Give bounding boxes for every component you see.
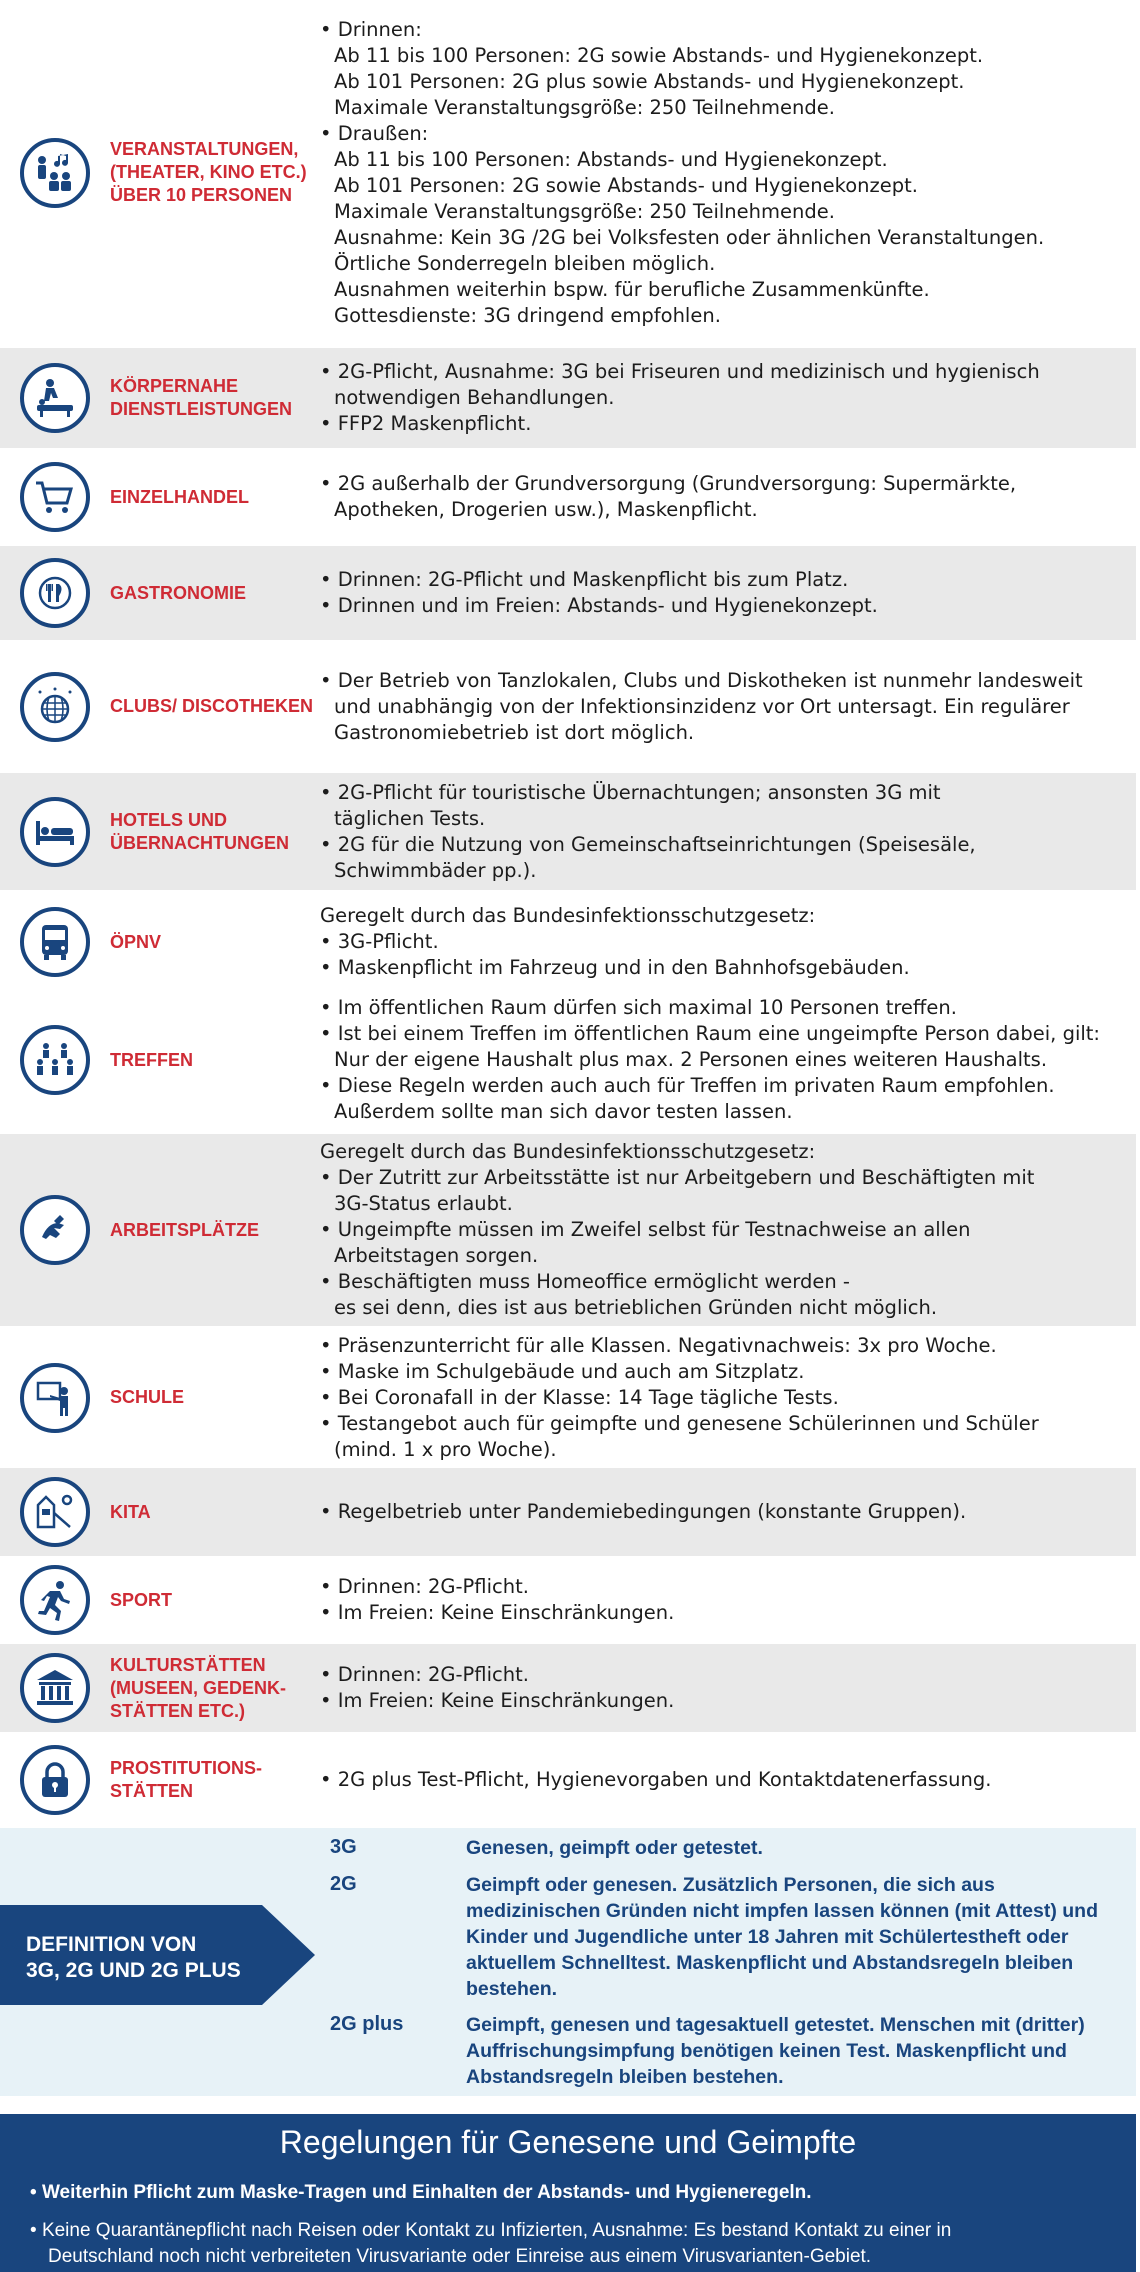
bullet-dot: • xyxy=(320,1166,338,1189)
row-content xyxy=(320,903,1136,981)
bullet-dot: • xyxy=(320,360,338,383)
rule-line xyxy=(320,251,1126,277)
rule-line-text: 2G außerhalb der Grundversorgung (Grundversorgung: Supermärkte, xyxy=(337,472,1017,495)
row-label: KITA xyxy=(110,1501,151,1522)
rule-line-text: Ab 11 bis 100 Personen: 2G sowie Abstands- und Hygienekonzept. xyxy=(334,43,984,67)
definition-label-line2: 3G, 2G UND 2G PLUS xyxy=(26,1959,241,1982)
rule-line-text: Maximale Veranstaltungsgröße: 250 Teilnehmende. xyxy=(334,95,835,119)
row-content xyxy=(320,17,1136,329)
bullet-dot: • xyxy=(320,930,338,953)
bullet-dot: • xyxy=(320,594,338,617)
rule-row-einzelhandel xyxy=(0,452,1136,542)
row-label: KULTURSTÄTTEN (MUSEEN, GEDENK-STÄTTEN ETC.) xyxy=(110,1654,287,1721)
row-content xyxy=(320,1139,1136,1321)
rule-line xyxy=(320,929,1126,955)
rule-line-text: Drinnen und im Freien: Abstands- und Hygienekonzept. xyxy=(337,594,878,617)
shopping-cart-icon xyxy=(20,462,90,532)
lock-icon xyxy=(20,1745,90,1815)
rule-row-treffen xyxy=(0,994,1136,1126)
definition-term-3g: 3G xyxy=(330,1836,357,1858)
rule-line-text: Örtliche Sonderregeln bleiben möglich. xyxy=(334,251,716,275)
rule-line xyxy=(320,1047,1126,1073)
row-content xyxy=(320,995,1136,1125)
rule-line xyxy=(320,43,1126,69)
rule-row-gastronomie xyxy=(0,546,1136,640)
rule-line-text: und unabhängig von der Infektionsinzidenz vor Ort untersagt. Ein regulärer xyxy=(334,694,1070,718)
rule-row-sport xyxy=(0,1560,1136,1640)
rule-row-hotels xyxy=(0,773,1136,890)
row-content xyxy=(320,1767,1136,1793)
rule-line xyxy=(320,1499,1126,1525)
rule-line-text: 2G plus Test-Pflicht, Hygienevorgaben und Kontaktdatenerfassung. xyxy=(337,1768,992,1791)
rule-line-text: Maximale Veranstaltungsgröße: 250 Teilnehmende. xyxy=(334,199,835,223)
rule-line xyxy=(320,1437,1126,1463)
banner-bullet-1: • Weiterhin Pflicht zum Maske-Tragen und Einhalten der Abstands- und Hygieneregeln. xyxy=(30,2182,812,2203)
banner-bullet-2: • Keine Quarantänepflicht nach Reisen oder Kontakt zu Infizierten, Ausnahme: Es bestand Kontakt zu einer in xyxy=(30,2220,952,2241)
bus-icon xyxy=(20,907,90,977)
rule-line xyxy=(320,147,1126,173)
bullet-dot: • xyxy=(320,1333,338,1357)
massage-icon xyxy=(20,363,90,433)
rule-line-text: Im Freien: Keine Einschränkungen. xyxy=(337,1601,675,1624)
bullet-dot: • xyxy=(320,472,338,495)
row-content xyxy=(320,1662,1136,1714)
rule-line-text: täglichen Tests. xyxy=(334,806,486,830)
rule-line-text: Drinnen: xyxy=(337,17,422,41)
rule-line xyxy=(320,69,1126,95)
workplace-hand-icon xyxy=(20,1195,90,1265)
rule-line xyxy=(320,694,1126,720)
rule-line xyxy=(320,497,1126,523)
row-content xyxy=(320,780,1136,884)
rule-row-koerpernahe-dienstleistungen xyxy=(0,348,1136,448)
rule-line-text: Maskenpflicht im Fahrzeug und in den Bahnhofsgebäuden. xyxy=(337,956,910,979)
rule-line xyxy=(320,1165,1126,1191)
rule-line-text: Drinnen: 2G-Pflicht und Maskenpflicht bis zum Platz. xyxy=(337,568,849,591)
row-label: HOTELS UND ÜBERNACHTUNGEN xyxy=(110,809,289,853)
definition-term-2g-plus: 2G plus xyxy=(330,2013,404,2035)
rule-line xyxy=(320,903,1126,929)
rule-line-text: Ungeimpfte müssen im Zweifel selbst für Testnachweise an allen xyxy=(337,1218,971,1241)
rule-line xyxy=(320,832,1126,858)
rule-line xyxy=(320,1139,1126,1165)
row-label: SCHULE xyxy=(110,1387,185,1407)
rule-line-text: Testangebot auch für geimpfte und genesene Schülerinnen und Schüler xyxy=(337,1411,1039,1435)
row-label: EINZELHANDEL xyxy=(110,486,249,507)
rule-line xyxy=(320,995,1126,1021)
bullet-dot: • xyxy=(320,121,338,145)
rule-line xyxy=(320,1295,1126,1321)
runner-icon xyxy=(20,1565,90,1635)
rule-line xyxy=(320,1767,1126,1793)
rule-line-text: Beschäftigten muss Homeoffice ermöglicht werden - xyxy=(337,1270,850,1293)
bullet-dot: • xyxy=(320,1411,338,1435)
rule-line xyxy=(320,199,1126,225)
rule-line-text: notwendigen Behandlungen. xyxy=(334,386,615,409)
museum-icon xyxy=(20,1653,90,1723)
bullet-dot: • xyxy=(320,668,338,692)
row-label: CLUBS/ DISCOTHEKEN xyxy=(110,696,314,716)
rule-line-text: Ausnahme: Kein 3G /2G bei Volksfesten oder ähnlichen Veranstaltungen. xyxy=(334,225,1045,249)
row-label: KÖRPERNAHE DIENSTLEISTUNGEN xyxy=(110,376,293,419)
rule-line-text: es sei denn, dies ist aus betrieblichen Gründen nicht möglich. xyxy=(334,1296,938,1319)
definition-desc-2g: Geimpft oder genesen. Zusätzlich Personen, die sich aus medizinischen Gründen nicht impfen lassen können (mit Attest) und Kinder und Jugendliche unter 18 Jahren mit Schülertestheft oder aktuellem Schnelltest. Maskenpflicht und Abstandsregeln bleiben bestehen. xyxy=(466,1874,1098,2000)
rule-line xyxy=(320,173,1126,199)
rule-line xyxy=(320,411,1126,437)
bullet-dot: • xyxy=(320,1074,338,1097)
rule-line-text: Außerdem sollte man sich davor testen lassen. xyxy=(334,1100,793,1123)
rule-line xyxy=(320,1217,1126,1243)
rule-line xyxy=(320,95,1126,121)
rule-line xyxy=(320,720,1126,746)
rule-line xyxy=(320,277,1126,303)
rule-line-text: Drinnen: 2G-Pflicht. xyxy=(337,1663,529,1686)
rule-line xyxy=(320,1243,1126,1269)
bullet-dot: • xyxy=(320,1768,338,1791)
rule-line-text: Nur der eigene Haushalt plus max. 2 Personen eines weiteren Haushalts. xyxy=(334,1048,1048,1071)
bullet-dot: • xyxy=(320,1663,338,1686)
bullet-dot: • xyxy=(320,832,338,856)
disco-ball-icon xyxy=(20,672,90,742)
rule-line-text: Drinnen: 2G-Pflicht. xyxy=(337,1575,529,1598)
rule-line-text: Im öffentlichen Raum dürfen sich maximal 10 Personen treffen. xyxy=(337,996,957,1019)
bullet-dot: • xyxy=(320,1601,338,1624)
rule-line-text: Präsenzunterricht für alle Klassen. Negativnachweis: 3x pro Woche. xyxy=(337,1333,997,1357)
bullet-dot: • xyxy=(320,1270,338,1293)
row-content xyxy=(320,567,1136,619)
bullet-dot: • xyxy=(320,956,338,979)
bullet-dot: • xyxy=(320,1385,338,1409)
row-label: PROSTITUTIONS-STÄTTEN xyxy=(110,1758,262,1801)
rule-row-clubs xyxy=(0,644,1136,769)
rule-row-oepnv xyxy=(0,893,1136,991)
rule-line xyxy=(320,121,1126,147)
rule-line xyxy=(320,1688,1126,1714)
definition-label-line1: DEFINITION VON xyxy=(26,1933,197,1956)
row-label: ARBEITSPLÄTZE xyxy=(110,1219,260,1240)
rule-line-text: Geregelt durch das Bundesinfektionsschutzgesetz: xyxy=(320,904,816,927)
bed-icon xyxy=(20,797,90,867)
rule-row-prostitutionsstaetten xyxy=(0,1736,1136,1824)
rule-line xyxy=(320,303,1126,329)
rule-row-schule xyxy=(0,1330,1136,1465)
definition-label xyxy=(26,1932,241,1984)
rule-line xyxy=(320,1021,1126,1047)
rule-line-text: Der Zutritt zur Arbeitsstätte ist nur Arbeitgebern und Beschäftigten mit xyxy=(337,1166,1035,1189)
rule-line xyxy=(320,1359,1126,1385)
rule-line-text: Ausnahmen weiterhin bspw. für berufliche Zusammenkünfte. xyxy=(334,277,930,301)
banner-bullet-2-line2: Deutschland noch nicht verbreiteten Virusvariante oder Einreise aus einem Virusvarianten-Gebiet. xyxy=(48,2246,872,2267)
rule-line xyxy=(320,1191,1126,1217)
rule-line xyxy=(320,1600,1126,1626)
rule-line xyxy=(320,17,1126,43)
rule-line xyxy=(320,225,1126,251)
row-content xyxy=(320,668,1136,746)
banner-bullet-1-text: Weiterhin Pflicht zum Maske-Tragen und Einhalten der Abstands- und Hygieneregeln. xyxy=(41,2182,812,2203)
rule-line-text: Gastronomiebetrieb ist dort möglich. xyxy=(334,720,695,744)
rule-line-text: Apotheken, Drogerien usw.), Maskenpflicht. xyxy=(334,498,758,521)
rule-line-text: FFP2 Maskenpflicht. xyxy=(337,412,532,435)
banner-title: Regelungen für Genesene und Geimpfte xyxy=(279,2124,857,2160)
rule-line xyxy=(320,1411,1126,1437)
rule-row-kita xyxy=(0,1468,1136,1556)
rule-line-text: 2G-Pflicht, Ausnahme: 3G bei Friseuren und medizinisch und hygienisch xyxy=(337,360,1040,383)
rule-line-text: Bei Coronafall in der Klasse: 14 Tage tägliche Tests. xyxy=(337,1385,839,1409)
bullet-dot: • xyxy=(320,1500,338,1523)
rule-line xyxy=(320,1099,1126,1125)
rule-line-text: 2G-Pflicht für touristische Übernachtungen; ansonsten 3G mit xyxy=(337,780,941,804)
rule-line-text: (mind. 1 x pro Woche). xyxy=(334,1437,557,1461)
event-audience-icon xyxy=(20,138,90,208)
rule-line-text: Im Freien: Keine Einschränkungen. xyxy=(337,1689,675,1712)
row-content xyxy=(320,1499,1136,1525)
bullet-dot: • xyxy=(320,996,338,1019)
rule-line-text: Schwimmbäder pp.). xyxy=(334,858,537,882)
rule-line-text: Gottesdienste: 3G dringend empfohlen. xyxy=(334,303,721,327)
rule-line xyxy=(320,955,1126,981)
rule-line xyxy=(320,780,1126,806)
rule-line-text: Maske im Schulgebäude und auch am Sitzplatz. xyxy=(337,1359,805,1383)
rule-line-text: 3G-Pflicht. xyxy=(337,930,439,953)
row-content xyxy=(320,1333,1136,1463)
rule-line-text: Regelbetrieb unter Pandemiebedingungen (konstante Gruppen). xyxy=(337,1500,967,1523)
row-content xyxy=(320,1574,1136,1626)
rule-line-text: Diese Regeln werden auch auch für Treffen im privaten Raum empfohlen. xyxy=(337,1074,1055,1097)
cutlery-icon xyxy=(20,558,90,628)
definition-desc-3g: Genesen, geimpft oder getestet. xyxy=(466,1837,763,1859)
rule-line-text: Draußen: xyxy=(337,121,429,145)
rule-line-text: Ab 101 Personen: 2G sowie Abstands- und Hygienekonzept. xyxy=(334,173,918,197)
rule-line xyxy=(320,858,1126,884)
rule-line xyxy=(320,1073,1126,1099)
bullet-dot: • xyxy=(320,1359,338,1383)
row-label: SPORT xyxy=(110,1589,173,1610)
rule-line xyxy=(320,471,1126,497)
rule-line xyxy=(320,593,1126,619)
rule-row-kulturstaetten xyxy=(0,1644,1136,1732)
bullet-dot: • xyxy=(320,568,338,591)
banner-bullet-2-line1: Keine Quarantänepflicht nach Reisen oder Kontakt zu Infizierten, Ausnahme: Es bestand Kontakt zu einer in xyxy=(41,2220,952,2241)
rule-line xyxy=(320,359,1126,385)
row-label: GASTRONOMIE xyxy=(110,582,247,603)
rule-line xyxy=(320,385,1126,411)
row-content xyxy=(320,471,1136,523)
bullet-dot: • xyxy=(320,412,338,435)
rule-line xyxy=(320,806,1126,832)
rule-line-text: Geregelt durch das Bundesinfektionsschutzgesetz: xyxy=(320,1140,816,1163)
rule-row-arbeitsplaetze xyxy=(0,1134,1136,1326)
recovered-vaccinated-banner xyxy=(0,2114,1136,2272)
group-meeting-icon xyxy=(20,1025,90,1095)
rule-line-text: 3G-Status erlaubt. xyxy=(334,1192,513,1215)
rule-line xyxy=(320,1662,1126,1688)
row-label: ÖPNV xyxy=(110,931,162,952)
definition-term-2g: 2G xyxy=(330,1873,357,1895)
rule-row-veranstaltungen xyxy=(0,0,1136,345)
row-label: TREFFEN xyxy=(110,1049,193,1070)
rule-line-text: Ab 101 Personen: 2G plus sowie Abstands- und Hygienekonzept. xyxy=(334,69,965,93)
rule-line-text: Ist bei einem Treffen im öffentlichen Raum eine ungeimpfte Person dabei, gilt: xyxy=(337,1022,1100,1045)
rule-line xyxy=(320,1385,1126,1411)
row-label: VERANSTALTUNGEN, (THEATER, KINO ETC.) ÜBER 10 PERSONEN xyxy=(110,139,307,205)
rule-line xyxy=(320,1574,1126,1600)
rule-line-text: Arbeitstagen sorgen. xyxy=(334,1244,539,1267)
playground-icon xyxy=(20,1477,90,1547)
rule-line xyxy=(320,1333,1126,1359)
rule-line xyxy=(320,668,1126,694)
bullet-dot: • xyxy=(320,1575,338,1598)
rule-line xyxy=(320,567,1126,593)
bullet-dot: • xyxy=(320,17,338,41)
banner-bullet-2-cont xyxy=(48,2244,871,2270)
definition-desc-2g-plus: Geimpft, genesen und tagesaktuell getestet. Menschen mit (dritter) Auffrischungsimpfung benötigen keinen Test. Maskenpflicht und Abstandsregeln bleiben bestehen. xyxy=(466,2014,1085,2088)
rule-line xyxy=(320,1269,1126,1295)
teacher-icon xyxy=(20,1363,90,1433)
rule-line-text: Der Betrieb von Tanzlokalen, Clubs und Diskotheken ist nunmehr landesweit xyxy=(337,668,1083,692)
bullet-dot: • xyxy=(320,1689,338,1712)
row-content xyxy=(320,359,1136,437)
rule-line-text: 2G für die Nutzung von Gemeinschaftseinrichtungen (Speisesäle, xyxy=(337,832,976,856)
bullet-dot: • xyxy=(320,1022,338,1045)
bullet-dot: • xyxy=(320,1218,338,1241)
bullet-dot: • xyxy=(320,780,338,804)
rule-line-text: Ab 11 bis 100 Personen: Abstands- und Hygienekonzept. xyxy=(334,147,888,171)
